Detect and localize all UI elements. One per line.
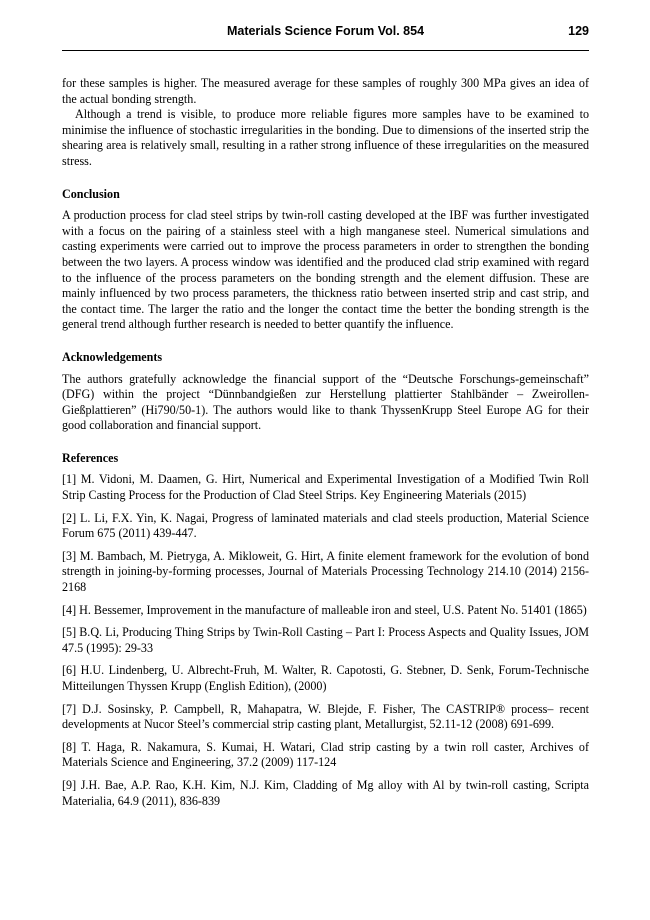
intro-paragraph: for these samples is higher. The measured average for these samples of roughly 300 MPa gives an idea of the actual bonding strength. (62, 76, 589, 106)
header-rule (62, 50, 589, 51)
intro-paragraph: Although a trend is visible, to produce more reliable figures more samples have to be examined to minimise the influence of stochastic irregularities in the bonding. Due to dimensions of the inserted strip the shearing area is relatively small, resulting in a rather strong influence of these irregularities on the measured stress. (62, 107, 589, 168)
reference-item: [6] H.U. Lindenberg, U. Albrecht-Fruh, M. Walter, R. Capotosti, G. Stebner, D. Senk, Forum-Technische Mitteilungen Thyssen Krupp (English Edition), (2000) (62, 663, 589, 693)
reference-item: [1] M. Vidoni, M. Daamen, G. Hirt, Numerical and Experimental Investigation of a Modified Twin Roll Strip Casting Process for the Production of Clad Steel Strips. Key Engineering Materials (2015) (62, 472, 589, 503)
reference-item: [3] M. Bambach, M. Pietryga, A. Mikloweit, G. Hirt, A finite element framework for the evolution of bond strength in joining-by-forming processes, Journal of Materials Processing Technology 214.10 (2014) 2156-2168 (62, 548, 589, 595)
running-header (62, 22, 589, 42)
reference-item: [5] B.Q. Li, Producing Thing Strips by Twin-Roll Casting – Part I: Process Aspects and Quality Issues, JOM 47.5 (1995): 29-33 (62, 625, 589, 655)
reference-item: [8] T. Haga, R. Nakamura, S. Kumai, H. Watari, Clad strip casting by a twin roll caster, Archives of Materials Science and Engineering, 37.2 (2009) 117-124 (62, 739, 589, 770)
page-number: 129 (568, 24, 589, 38)
conclusion-heading: Conclusion (62, 186, 120, 201)
journal-title: Materials Science Forum Vol. 854 (226, 24, 425, 38)
reference-item: [2] L. Li, F.X. Yin, K. Nagai, Progress of laminated materials and clad steels production, Material Science Forum 675 (2011) 439-447. (62, 510, 589, 541)
body-content (62, 76, 589, 816)
reference-item: [7] D.J. Sosinsky, P. Campbell, R, Mahapatra, W. Blejde, F. Fisher, The CASTRIP® process– recent developments at Nucor Steel’s commercial strip casting plant, Metallurgist, 52.11-12 (2008) 691-699. (62, 701, 589, 732)
conclusion-text: A production process for clad steel strips by twin-roll casting developed at the IBF was further investigated with a focus on the pairing of a stainless steel with a high manganese steel. Numerical simulations and casting experiments were carried out to improve the process parameters in order to strengthen the bonding between the two layers. A process window was identified and the produced clad strip examined with regard to the influence of the process parameters on the bonding strength and the element diffusion. These are mainly influenced by two process parameters, the thickness ratio between inserted strip and cast strip, and the contact time. The larger the ratio and the longer the contact time the better the bonding strength is the general trend although further research is needed to better quantify the influence. (62, 208, 589, 332)
reference-item: [4] H. Bessemer, Improvement in the manufacture of malleable iron and steel, U.S. Patent No. 51401 (1865) (62, 602, 587, 617)
acknowledgements-heading: Acknowledgements (62, 349, 163, 364)
acknowledgements-text: The authors gratefully acknowledge the financial support of the “Deutsche Forschungs-gemeinschaft” (DFG) within the project “Dünnbandgießen zur Herstellung plattierter Stahlbänder – Zweirollen-Gießplattieren” (Hi790/50-1). The authors would like to thank ThyssenKrupp Steel Europe AG for their good collaboration and financial support. (62, 371, 589, 433)
reference-item: [9] J.H. Bae, A.P. Rao, K.H. Kim, N.J. Kim, Cladding of Mg alloy with Al by twin-roll casting, Scripta Materialia, 64.9 (2011), 836-839 (62, 777, 589, 808)
references-heading: References (62, 450, 119, 465)
reference-list (62, 472, 589, 809)
